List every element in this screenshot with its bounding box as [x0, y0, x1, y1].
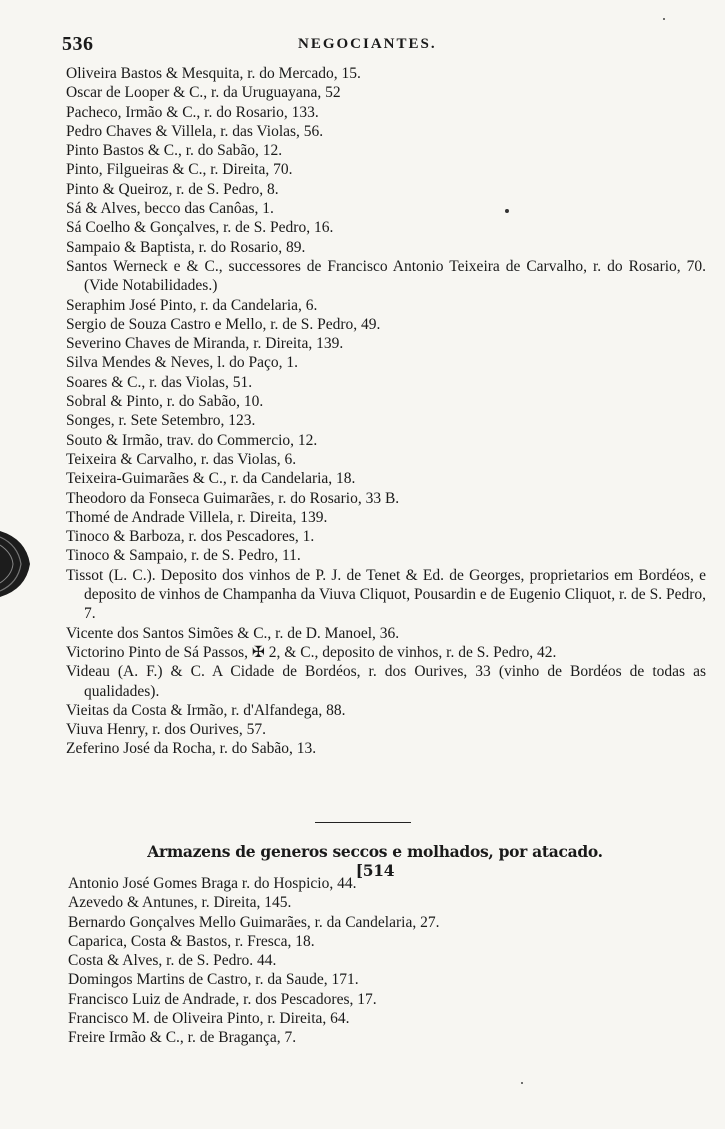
- merchant-entry: Pacheco, Irmão & C., r. do Rosario, 133.: [66, 103, 319, 121]
- merchant-entry: Theodoro da Fonseca Guimarães, r. do Rosario, 33 B.: [66, 489, 400, 507]
- warehouse-entry: Bernardo Gonçalves Mello Guimarães, r. da Candelaria, 27.: [68, 913, 440, 931]
- merchant-entry: Videau (A. F.) & C. A Cidade de Bordéos, r. dos Ourives, 33 (vinho de Bordéos de todas as qualidades).: [66, 663, 706, 700]
- warehouse-list: [68, 874, 708, 1048]
- ink-speck: [663, 18, 665, 20]
- merchant-entry: Tinoco & Sampaio, r. de S. Pedro, 11.: [66, 547, 301, 565]
- warehouse-entry: Francisco Luiz de Andrade, r. dos Pescadores, 17.: [68, 990, 377, 1008]
- merchant-list: [66, 64, 706, 759]
- merchant-entry: Severino Chaves de Miranda, r. Direita, 139.: [66, 335, 344, 353]
- merchant-entry: Tissot (L. C.). Deposito dos vinhos de P. J. de Tenet & Ed. de Georges, proprietarios em Bordéos, e deposito de vinhos de Champanha da Viuva Cliquot, Pousardin e de Eugenio Cliquot, r. de S. Pedro, 7.: [66, 566, 706, 623]
- merchant-entry: Viuva Henry, r. dos Ourives, 57.: [66, 721, 266, 739]
- merchant-entry: Victorino Pinto de Sá Passos, ✠ 2, & C., deposito de vinhos, r. de S. Pedro, 42.: [66, 643, 557, 661]
- page-header: [62, 33, 462, 57]
- merchant-entry: Zeferino José da Rocha, r. do Sabão, 13.: [66, 740, 317, 758]
- merchant-entry: Vieitas da Costa & Irmão, r. d'Alfandega, 88.: [66, 701, 346, 719]
- warehouse-entry: Azevedo & Antunes, r. Direita, 145.: [68, 894, 292, 912]
- merchant-entry: Teixeira-Guimarães & C., r. da Candelaria, 18.: [66, 470, 356, 488]
- merchant-entry: Thomé de Andrade Villela, r. Direita, 139.: [66, 508, 328, 526]
- merchant-entry: Teixeira & Carvalho, r. das Violas, 6.: [66, 450, 297, 468]
- merchant-entry: Oliveira Bastos & Mesquita, r. do Mercado, 15.: [66, 65, 361, 82]
- merchant-entry: Sá & Alves, becco das Canôas, 1.: [66, 200, 274, 218]
- running-title: NEGOCIANTES.: [298, 36, 437, 52]
- merchant-entry: Pinto, Filgueiras & C., r. Direita, 70.: [66, 161, 293, 179]
- merchant-entry: Pedro Chaves & Villela, r. das Violas, 56.: [66, 122, 324, 140]
- merchant-entry: Oscar de Looper & C., r. da Uruguayana, 52: [66, 84, 341, 102]
- merchant-entry: Pinto & Queiroz, r. de S. Pedro, 8.: [66, 180, 279, 198]
- warehouse-entry: Domingos Martins de Castro, r. da Saude, 171.: [68, 971, 359, 989]
- merchant-entry: Tinoco & Barboza, r. dos Pescadores, 1.: [66, 528, 315, 546]
- merchant-entry: Soares & C., r. das Violas, 51.: [66, 373, 253, 391]
- warehouse-entry: Freire Irmão & C., r. de Bragança, 7.: [68, 1029, 297, 1047]
- section-divider: [315, 822, 411, 823]
- merchant-entry: Santos Werneck e & C., successores de Francisco Antonio Teixeira de Carvalho, r. do Rosario, 70. (Vide Notabilidades.): [66, 257, 706, 295]
- merchant-entry: Sá Coelho & Gonçalves, r. de S. Pedro, 16.: [66, 219, 334, 237]
- merchant-entry: Sergio de Souza Castro e Mello, r. de S. Pedro, 49.: [66, 315, 381, 333]
- merchant-entry: Sobral & Pinto, r. do Sabão, 10.: [66, 393, 264, 411]
- warehouse-entry: Francisco M. de Oliveira Pinto, r. Direita, 64.: [68, 1010, 350, 1028]
- merchant-entry: Songes, r. Sete Setembro, 123.: [66, 412, 256, 430]
- merchant-entry: Sampaio & Baptista, r. do Rosario, 89.: [66, 238, 306, 256]
- merchant-entry: Souto & Irmão, trav. do Commercio, 12.: [66, 431, 318, 449]
- merchant-entry: Seraphim José Pinto, r. da Candelaria, 6.: [66, 296, 318, 314]
- merchant-entry: Pinto Bastos & C., r. do Sabão, 12.: [66, 142, 283, 160]
- ink-dot: [505, 209, 509, 213]
- binding-shadow-icon: [0, 525, 34, 603]
- warehouse-entry: Caparica, Costa & Bastos, r. Fresca, 18.: [68, 932, 315, 950]
- page-number: 536: [62, 33, 94, 55]
- warehouse-entry: Antonio José Gomes Braga r. do Hospicio, 44.: [68, 875, 357, 892]
- merchant-entry: Vicente dos Santos Simões & C., r. de D. Manoel, 36.: [66, 624, 400, 642]
- section-heading: Armazens de generos seccos e molhados, por atacado. [514: [147, 842, 603, 880]
- merchant-entry: Silva Mendes & Neves, l. do Paço, 1.: [66, 354, 299, 372]
- warehouse-entry: Costa & Alves, r. de S. Pedro. 44.: [68, 952, 277, 970]
- ink-speck: [521, 1082, 523, 1084]
